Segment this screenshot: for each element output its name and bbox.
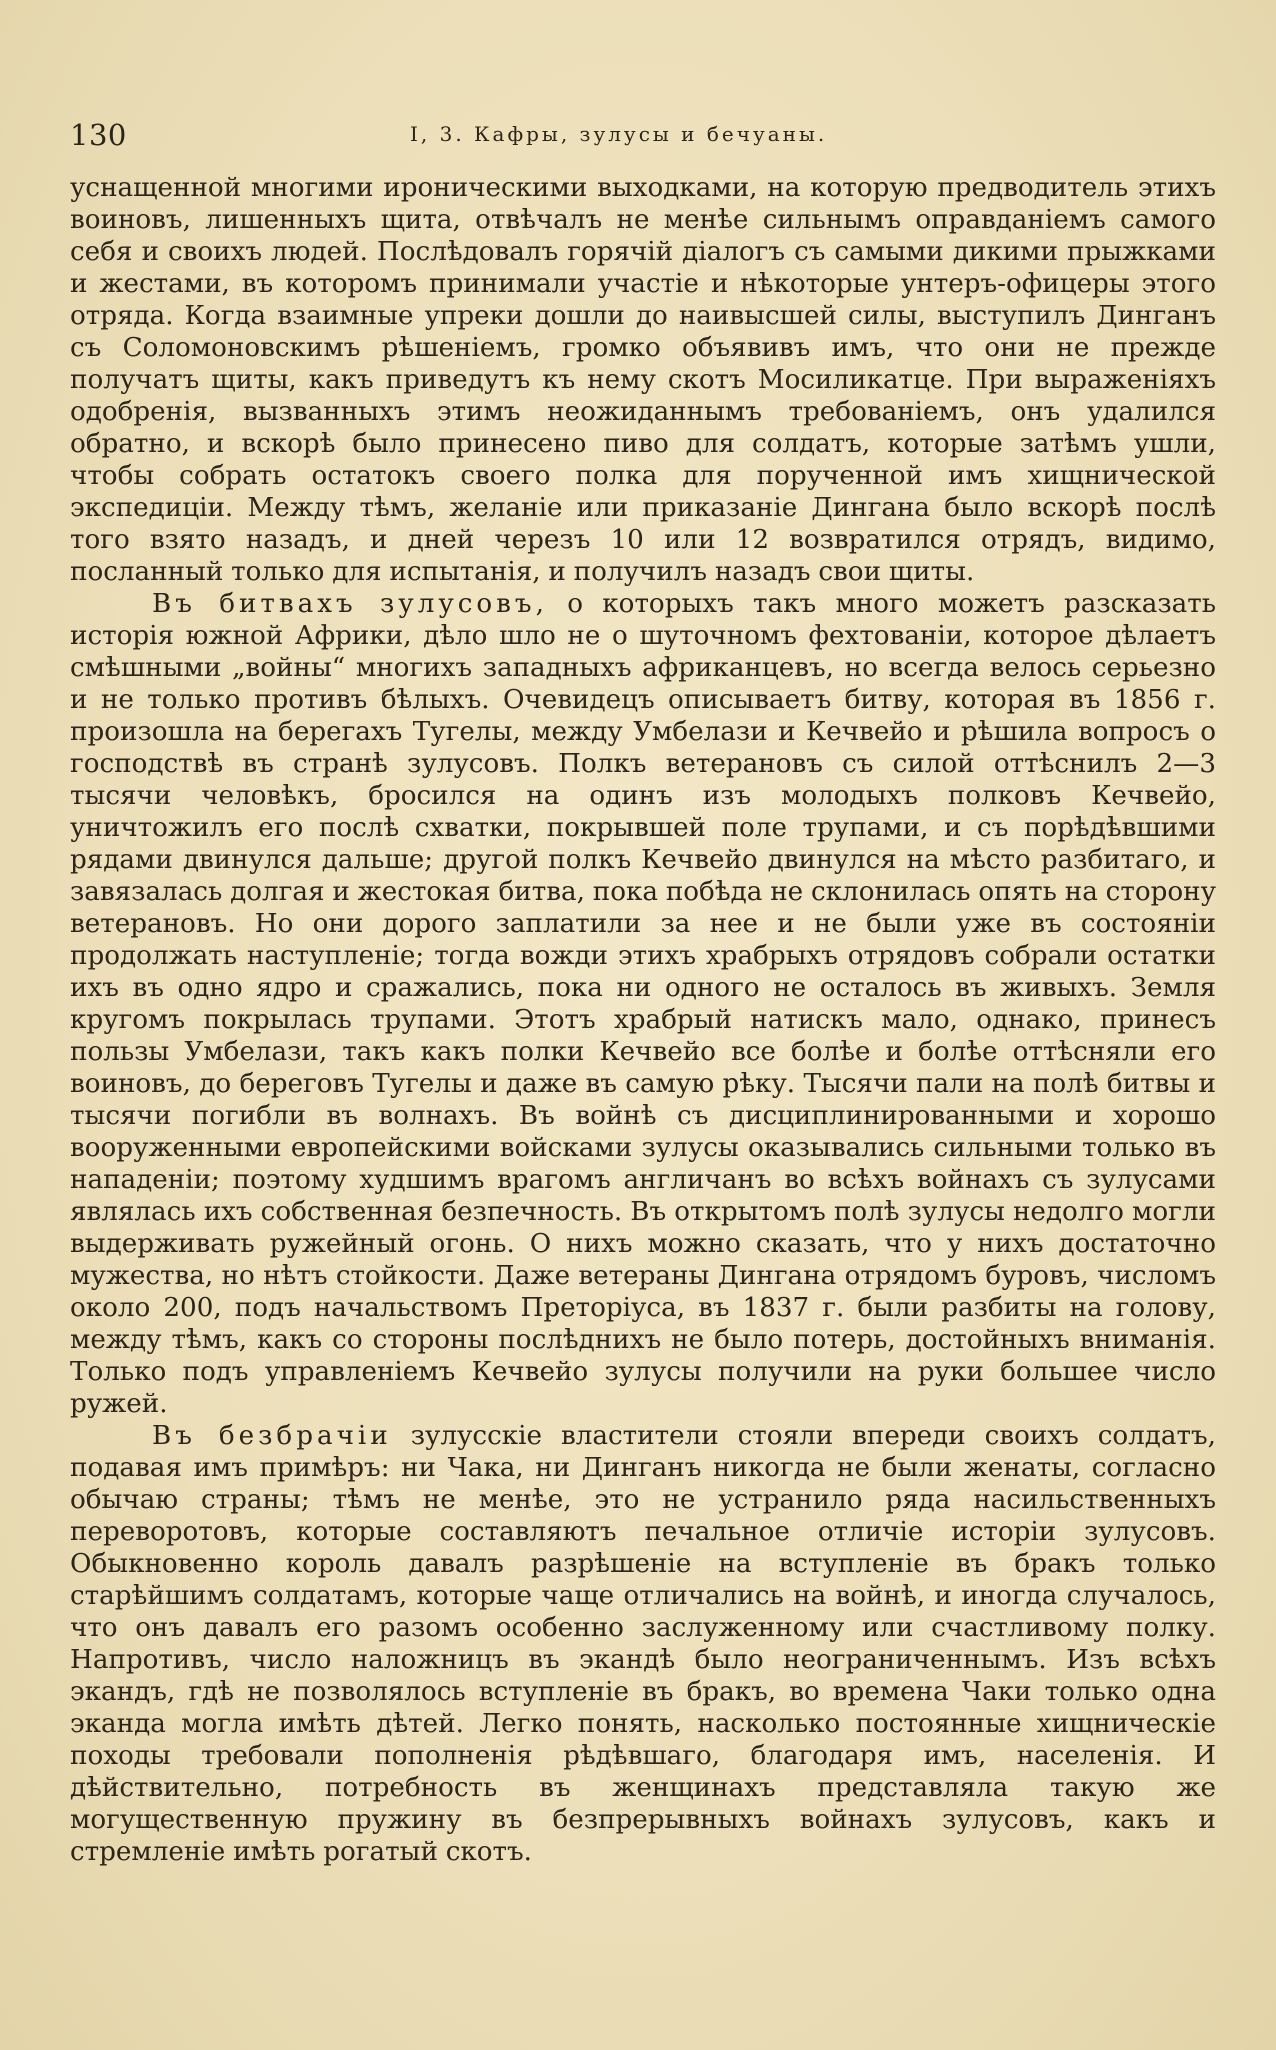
paragraph-3-text: зулусскіе властители стояли впереди своихъ солдатъ, подавая имъ примѣръ: ни Чака, ни Динганъ никогда не были женаты, согласно обычаю страны; тѣмъ не менѣе, это не устранило ряда насильственныхъ переворотовъ, которые составляютъ печальное отличіе исторіи зулусовъ. Обыкновенно король давалъ разрѣшеніе на вступленіе въ бракъ только старѣйшимъ солдатамъ, которые чаще отличались на войнѣ, и иногда случалось, что онъ давалъ его разомъ особенно заслуженному или счастливому полку. Напротивъ, число наложницъ въ экандѣ было неограниченнымъ. Изъ всѣхъ экандъ, гдѣ не позволялось вступленіе въ бракъ, во времена Чаки только одна эканда могла имѣть дѣтей. Легко понять, насколько постоянные хищническіе походы требовали пополненія рѣдѣвшаго, благодаря имъ, населенія. И дѣйствительно, потребность въ женщинахъ представляла такую же могущественную пружину въ безпрерывныхъ войнахъ зулусовъ, какъ и стремленіе имѣть рогатый скотъ.: [70, 1421, 1216, 1867]
paragraph-3-lead: Въ безбрачіи: [152, 1421, 392, 1451]
page-number: 130: [70, 118, 127, 152]
paragraph-2: [70, 588, 1216, 1420]
body-text: [70, 172, 1216, 1868]
paragraph-2-text: о которыхъ такъ много можетъ разсказать исторія южной Африки, дѣло шло не о шуточномъ фехтованіи, которое дѣлаетъ смѣшными „войны“ многихъ западныхъ африканцевъ, но всегда велось серьезно и не только противъ бѣлыхъ. Очевидецъ описываетъ битву, которая въ 1856 г. произошла на берегахъ Тугелы, между Умбелази и Кечвейо и рѣшила вопросъ о господствѣ въ странѣ зулусовъ. Полкъ ветерановъ съ силой оттѣснилъ 2—3 тысячи человѣкъ, бросился на одинъ изъ молодыхъ полковъ Кечвейо, уничтожилъ его послѣ схватки, покрывшей поле трупами, и съ порѣдѣвшими рядами двинулся дальше; другой полкъ Кечвейо двинулся на мѣсто разбитаго, и завязалась долгая и жестокая битва, пока побѣда не склонилась опять на сторону ветерановъ. Но они дорого заплатили за нее и не были уже въ состояніи продолжать наступленіе; тогда вожди этихъ храбрыхъ отрядовъ собрали остатки ихъ въ одно ядро и сражались, пока ни одного не осталось въ живыхъ. Земля кругомъ покрылась трупами. Этотъ храбрый натискъ мало, однако, принесъ пользы Умбелази, такъ какъ полки Кечвейо все болѣе и болѣе оттѣсняли его воиновъ, до береговъ Тугелы и даже въ самую рѣку. Тысячи пали на полѣ битвы и тысячи погибли въ волнахъ. Въ войнѣ съ дисциплинированными и хорошо вооруженными европейскими войсками зулусы оказывались сильными только въ нападеніи; поэтому худшимъ врагомъ англичанъ во всѣхъ войнахъ съ зулусами являлась ихъ собственная безпечность. Въ открытомъ полѣ зулусы недолго могли выдерживать ружейный огонь. О нихъ можно сказать, что у нихъ достаточно мужества, но нѣтъ стойкости. Даже ветераны Дингана отрядомъ буровъ, числомъ около 200, подъ начальствомъ Преторіуса, въ 1837 г. были разбиты на голову, между тѣмъ, какъ со стороны послѣднихъ не было потерь, достойныхъ вниманія. Только подъ управленіемъ Кечвейо зулусы получили на руки большее число ружей.: [70, 589, 1216, 1419]
paragraph-1-text: уснащенной многими ироническими выходками, на которую предводитель этихъ воиновъ, лишенныхъ щита, отвѣчалъ не менѣе сильнымъ оправданіемъ самого себя и своихъ людей. Послѣдовалъ горячій діалогъ съ самыми дикими прыжками и жестами, въ которомъ принимали участіе и нѣкоторые унтеръ-офицеры этого отряда. Когда взаимные упреки дошли до наивысшей силы, выступилъ Динганъ съ Соломоновскимъ рѣшеніемъ, громко объявивъ имъ, что они не прежде получатъ щиты, какъ приведутъ къ нему скотъ Мосиликатце. При выраженіяхъ одобренія, вызванныхъ этимъ неожиданнымъ требованіемъ, онъ удалился обратно, и вскорѣ было принесено пиво для солдатъ, которые затѣмъ ушли, чтобы собрать остатокъ своего полка для порученной имъ хищнической экспедиціи. Между тѣмъ, желаніе или приказаніе Дингана было вскорѣ послѣ того взято назадъ, и дней черезъ 10 или 12 возвратился отрядъ, видимо, посланный только для испытанія, и получилъ назадъ свои щиты.: [70, 173, 1216, 587]
page-header: [70, 118, 1206, 158]
paragraph-1: [70, 172, 1216, 588]
paragraph-3: [70, 1420, 1216, 1868]
paragraph-2-lead: Въ битвахъ зулусовъ,: [152, 589, 548, 619]
running-head: I, 3. Кафры, зулусы и бечуаны.: [410, 122, 828, 146]
